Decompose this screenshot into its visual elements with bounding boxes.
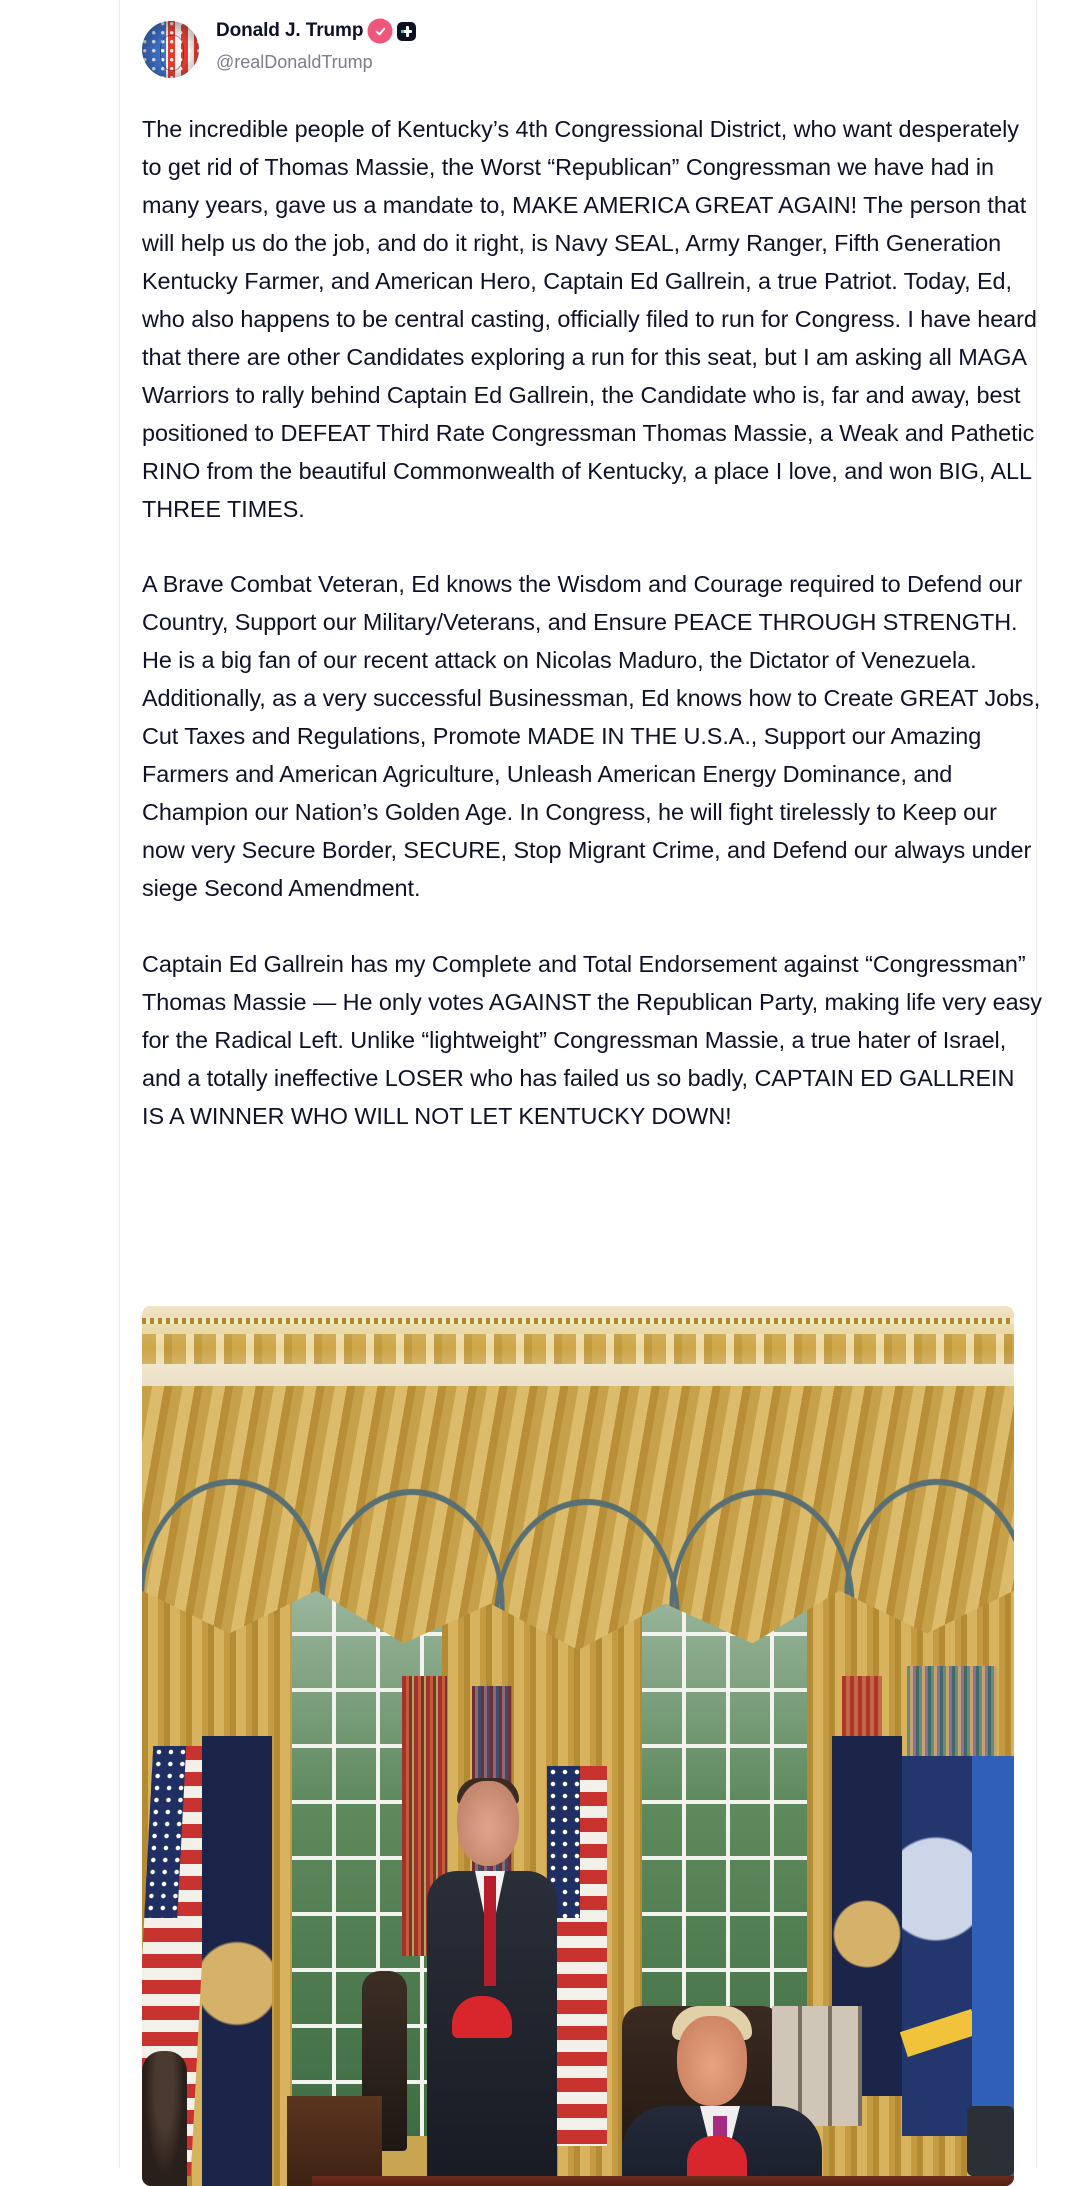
author-name-row	[216, 20, 416, 42]
photo-standing-man-tie	[484, 1876, 496, 1986]
post-paragraph-3: Captain Ed Gallrein has my Complete and Total Endorsement against “Congressman” Thomas Massie — He only votes AGAINST the Republican Party, making life very easy for the Radical Left. Unlike “lightweight” Congressman Massie, a true hater of Israel, and a totally ineffective LOSER who has failed us so badly, CAPTAIN ED GALLREIN IS A WINNER WHO WILL NOT LET KENTUCKY DOWN!	[142, 950, 1042, 1129]
checkmark-icon	[374, 25, 387, 38]
plus-badge-vertical	[406, 26, 409, 37]
author-handle[interactable]: @realDonaldTrump	[216, 52, 373, 72]
photo-presidential-flag	[202, 1736, 272, 2186]
author-avatar[interactable]	[142, 21, 199, 78]
photo-desk-phone	[967, 2106, 1014, 2176]
verified-badge-icon	[369, 20, 391, 42]
post-card	[119, 0, 1042, 2168]
post-media-photo[interactable]	[142, 1306, 1014, 2186]
photo-standing-man-head	[457, 1781, 519, 1866]
photo-resolute-desk	[312, 2176, 1014, 2186]
photo-side-table	[287, 2096, 382, 2186]
photo-ceiling-bead	[142, 1318, 1014, 1324]
plus-badge-icon	[397, 22, 416, 41]
post-paragraph-2: A Brave Combat Veteran, Ed knows the Wisdom and Courage required to Defend our Country, Support our Military/Veterans, and Ensure PEACE THROUGH STRENGTH. He is a big fan of our recent attack on Nicolas Maduro, the Dictator of Venezuela. Additionally, as a very successful Businessman, Ed knows how to Create GREAT Jobs, Cut Taxes and Regulations, Promote MADE IN THE U.S.A., Support our Amazing Farmers and American Agriculture, Unleash American Energy Dominance, and Champion our Nation’s Golden Age. In Congress, he will fight tirelessly to Keep our now very Secure Border, SECURE, Stop Migrant Crime, and Defend our always under siege Second Amendment.	[142, 571, 1041, 902]
photo-bust	[142, 2051, 187, 2186]
post-paragraph-1: The incredible people of Kentucky’s 4th Congressional District, who want desperately to get rid of Thomas Massie, the Worst “Republican” Congressman we have had in many years, gave us a mandate to, MAKE AMERICA GREAT AGAIN! The person that will help us do the job, and do it right, is Navy SEAL, Army Ranger, Fifth Generation Kentucky Farmer, and American Hero, Captain Ed Gallrein, a true Patriot. Today, Ed, who also happens to be central casting, officially filed to run for Congress. I have heard that there are other Candidates exploring a run for this seat, but I am asking all MAGA Warriors to rally behind Captain Ed Gallrein, the Candidate who is, far and away, best positioned to DEFEAT Third Rate Congressman Thomas Massie, a Weak and Pathetic RINO from the beautiful Commonwealth of Kentucky, a place I love, and won BIG, ALL THREE TIMES.	[142, 116, 1037, 522]
plus-badge-accent	[401, 30, 404, 33]
photo-seated-man-head	[677, 2016, 747, 2106]
photo-navy-flag	[902, 1756, 977, 2136]
author-display-name[interactable]: Donald J. Trump	[216, 20, 364, 41]
post-body	[142, 111, 1042, 1136]
photo-ceiling-ornament	[142, 1334, 1014, 1364]
avatar-face-outline	[160, 35, 184, 71]
